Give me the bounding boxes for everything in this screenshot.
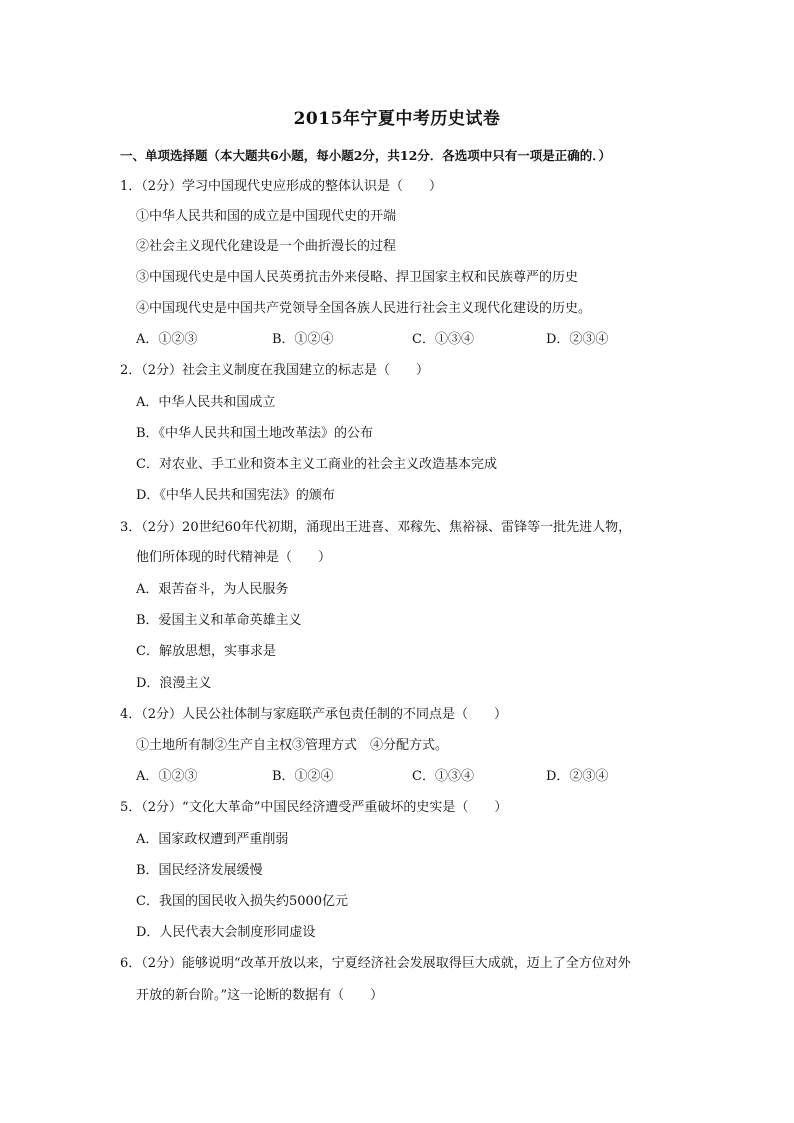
question-3-stem-continued: 他们所体现的时代精神是（ ） [136,550,332,565]
question-1-statement-2: ②社会主义现代化建设是一个曲折漫长的过程 [136,239,397,254]
question-2-stem: 2．（2分）社会主义制度在我国建立的标志是（ ） [120,363,430,378]
question-1-option-c[interactable]: C．①③④ [412,332,474,347]
question-1-options [136,331,656,349]
question-3-stem: 3．（2分）20世纪60年代初期，涌现出王进喜、邓稼先、焦裕禄、雷锋等一批先进人物， [120,520,632,535]
question-3-option-a[interactable]: A．艰苦奋斗，为人民服务 [136,582,289,597]
question-3-option-b[interactable]: B．爱国主义和革命英雄主义 [136,613,302,628]
question-3-option-d[interactable]: D．浪漫主义 [136,676,212,691]
question-3-option-c[interactable]: C．解放思想，实事求是 [136,644,276,659]
question-1-statement-1: ①中华人民共和国的成立是中国现代史的开端 [136,209,397,224]
question-1-option-d[interactable]: D．②③④ [546,332,609,347]
question-5-option-b[interactable]: B．国民经济发展缓慢 [136,863,263,878]
question-4-stem: 4．（2分）人民公社体制与家庭联产承包责任制的不同点是（ ） [120,707,508,722]
question-2-option-b[interactable]: B．《中华人民共和国土地改革法》的公布 [136,426,374,441]
question-4-option-d[interactable]: D．②③④ [546,769,609,784]
question-4-options [136,768,656,786]
question-1-statement-4: ④中国现代史是中国共产党领导全国各族人民进行社会主义现代化建设的历史。 [136,301,592,316]
question-4-statements: ①土地所有制②生产自主权③管理方式 ④分配方式。 [136,738,449,753]
question-5-option-c[interactable]: C．我国的国民收入损失约5000亿元 [136,894,349,909]
question-5-option-d[interactable]: D．人民代表大会制度形同虚设 [136,925,316,940]
question-5-stem: 5．（2分）“文化大革命”中国民经济遭受严重破坏的史实是（ ） [120,800,508,815]
question-1-option-b[interactable]: B．①②④ [272,332,334,347]
question-6-stem: 6．（2分）能够说明“改革开放以来，宁夏经济社会发展取得巨大成就，迈上了全方位对外 [120,956,631,971]
question-1-statement-3: ③中国现代史是中国人民英勇抗击外来侵略、捍卫国家主权和民族尊严的历史 [136,270,579,285]
question-1-stem: 1．（2分）学习中国现代史应形成的整体认识是（ ） [120,179,443,194]
question-1-option-a[interactable]: A．①②③ [136,332,198,347]
question-4-option-c[interactable]: C．①③④ [412,769,474,784]
question-2-option-c[interactable]: C．对农业、手工业和资本主义工商业的社会主义改造基本完成 [136,457,497,472]
question-5-option-a[interactable]: A．国家政权遭到严重削弱 [136,832,289,847]
question-2-option-a[interactable]: A．中华人民共和国成立 [136,395,276,410]
question-6-stem-continued: 开放的新台阶。”这一论断的数据有（ ） [136,988,384,1003]
question-4-option-b[interactable]: B．①②④ [272,769,334,784]
exam-title: 2015年宁夏中考历史试卷 [293,109,501,129]
question-4-option-a[interactable]: A．①②③ [136,769,198,784]
question-2-option-d[interactable]: D．《中华人民共和国宪法》的颁布 [136,488,335,503]
section-heading: 一、单项选择题（本大题共6小题，每小题2分，共12分．各选项中只有一项是正确的．） [120,148,612,163]
